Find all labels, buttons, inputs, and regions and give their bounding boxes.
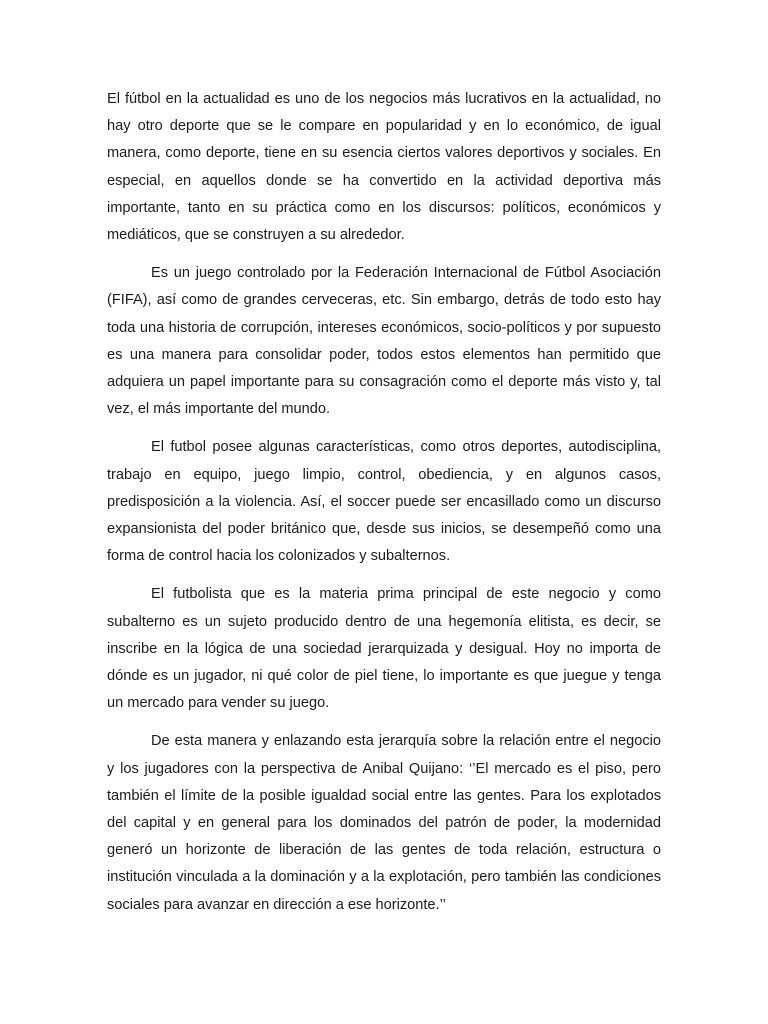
paragraph-quijano-quote: De esta manera y enlazando esta jerarquía sobre la relación entre el negocio y los jugadores con la perspectiva de Anibal Quijano: ‘’El mercado es el piso, pero también el límite de la posible igualdad social entre las gentes. Para los explotados del capital y en general para los dominados del patrón de poder, la modernidad generó un horizonte de liberación de las gentes de toda relación, estructura o institución vinculada a la dominación y a la explotación, pero también las condiciones sociales para avanzar en dirección a ese horizonte.’’: [107, 733, 661, 913]
paragraph-footballer: El futbolista que es la materia prima principal de este negocio y como subalterno es un sujeto producido dentro de una hegemonía elitista, es decir, se inscribe en la lógica de una sociedad jerarquizada y desigual. Hoy no importa de dónde es un jugador, ni qué color de piel tiene, lo importante es que juegue y tenga un mercado para vender su juego.: [107, 586, 661, 712]
document-page: [107, 86, 661, 930]
paragraph-fifa: Es un juego controlado por la Federación Internacional de Fútbol Asociación (FIFA), así como de grandes cerveceras, etc. Sin embargo, detrás de todo esto hay toda una historia de corrupción, intereses económicos, socio-políticos y por supuesto es una manera para consolidar poder, todos estos elementos han permitido que adquiera un papel importante para su consagración como el deporte más visto y, tal vez, el más importante del mundo.: [107, 265, 661, 418]
paragraph-intro: El fútbol en la actualidad es uno de los negocios más lucrativos en la actualidad, no hay otro deporte que se le compare en popularidad y en lo económico, de igual manera, como deporte, tiene en su esencia ciertos valores deportivos y sociales. En especial, en aquellos donde se ha convertido en la actividad deportiva más importante, tanto en su práctica como en los discursos: políticos, económicos y mediáticos, que se construyen a su alrededor.: [107, 91, 661, 244]
paragraph-characteristics: El futbol posee algunas características, como otros deportes, autodisciplina, trabajo en equipo, juego limpio, control, obediencia, y en algunos casos, predisposición a la violencia. Así, el soccer puede ser encasillado como un discurso expansionista del poder británico que, desde sus inicios, se desempeñó como una forma de control hacia los colonizados y subalternos.: [107, 439, 661, 565]
